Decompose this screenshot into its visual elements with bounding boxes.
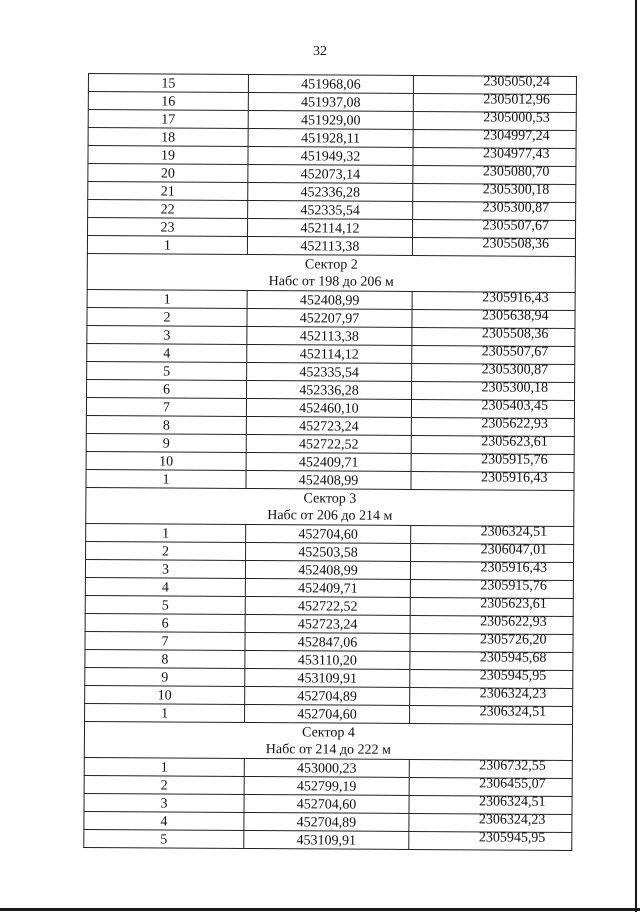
point-number-cell <box>88 110 248 129</box>
sector-header-cell <box>87 253 575 292</box>
point-number-text: 2 <box>162 544 170 560</box>
point-number-cell <box>88 200 248 219</box>
y-coordinate-text: 2306455,07 <box>479 776 546 792</box>
point-number-cell <box>87 236 247 255</box>
x-coordinate-cell <box>246 524 411 543</box>
point-number-text: 20 <box>160 166 175 182</box>
x-coordinate-text: 452408,99 <box>299 293 360 309</box>
y-coordinate-text: 2305915,76 <box>480 578 547 594</box>
y-coordinate-text: 2306324,51 <box>480 524 548 540</box>
x-coordinate-text: 452704,89 <box>296 815 357 831</box>
point-number-cell <box>84 757 244 776</box>
y-coordinate-text: 2305945,68 <box>479 650 547 666</box>
sector-title: Сектор 3 <box>303 491 357 507</box>
x-coordinate-cell <box>248 128 413 147</box>
y-coordinate-text: 2306324,23 <box>479 686 547 702</box>
x-coordinate-text: 451968,06 <box>301 77 361 93</box>
point-number-text: 6 <box>161 616 169 632</box>
x-coordinate-text: 452723,24 <box>299 419 359 435</box>
x-coordinate-text: 451937,08 <box>301 95 361 111</box>
x-coordinate-text: 452113,38 <box>299 329 359 345</box>
point-number-text: 1 <box>160 760 168 776</box>
y-coordinate-text: 2305945,95 <box>479 668 547 684</box>
y-coordinate-text: 2306324,51 <box>479 704 547 720</box>
point-number-cell <box>86 451 246 470</box>
x-coordinate-text: 452114,12 <box>300 221 360 237</box>
x-coordinate-text: 452114,12 <box>299 347 359 363</box>
table-row <box>85 685 573 706</box>
scan-border-bottom <box>0 908 640 911</box>
y-coordinate-text: 2306732,55 <box>479 758 546 774</box>
point-number-cell <box>85 559 245 578</box>
point-number-cell <box>87 307 247 326</box>
point-number-text: 7 <box>161 634 169 650</box>
x-coordinate-text: 452722,52 <box>297 599 358 615</box>
y-coordinate-text: 2305945,95 <box>478 830 546 846</box>
point-number-text: 21 <box>160 184 175 200</box>
point-number-cell <box>86 397 246 416</box>
x-coordinate-cell <box>248 200 413 219</box>
x-coordinate-text: 451949,32 <box>300 149 361 165</box>
x-coordinate-text: 452408,99 <box>298 473 359 489</box>
y-coordinate-text: 2306047,01 <box>480 542 548 558</box>
y-coordinate-text: 2305507,67 <box>481 344 549 360</box>
x-coordinate-cell <box>247 290 412 309</box>
sector-title: Сектор 2 <box>304 257 358 273</box>
table-row <box>88 182 576 203</box>
y-coordinate-text: 2305622,93 <box>481 416 548 432</box>
point-number-text: 8 <box>161 652 169 668</box>
x-coordinate-cell <box>247 380 412 399</box>
x-coordinate-text: 453109,91 <box>297 671 358 687</box>
point-number-cell <box>86 433 246 452</box>
point-number-text: 1 <box>162 472 170 488</box>
x-coordinate-cell <box>245 578 410 597</box>
point-number-text: 18 <box>161 130 176 146</box>
point-number-cell <box>88 218 248 237</box>
point-number-text: 8 <box>162 418 170 434</box>
x-coordinate-cell <box>248 146 413 165</box>
table-row <box>88 200 576 221</box>
x-coordinate-cell <box>245 650 410 669</box>
x-coordinate-cell <box>245 632 410 651</box>
point-number-cell <box>85 631 245 650</box>
point-number-text: 4 <box>161 580 169 596</box>
point-number-text: 22 <box>160 202 175 218</box>
y-coordinate-text: 2306324,51 <box>479 794 546 810</box>
table-row <box>88 164 576 185</box>
x-coordinate-cell <box>245 596 410 615</box>
point-number-text: 23 <box>160 220 175 236</box>
x-coordinate-text: 452408,99 <box>298 563 358 579</box>
x-coordinate-cell <box>247 362 412 381</box>
y-coordinate-text: 2305300,87 <box>482 200 550 216</box>
point-number-text: 16 <box>161 94 176 110</box>
point-number-cell <box>88 164 248 183</box>
y-coordinate-text: 2305726,20 <box>479 632 547 648</box>
x-coordinate-cell <box>247 308 412 327</box>
x-coordinate-text: 452704,60 <box>297 707 357 723</box>
point-number-cell <box>87 379 247 398</box>
x-coordinate-text: 452723,24 <box>297 617 358 633</box>
y-coordinate-text: 2305080,70 <box>482 164 550 180</box>
table-row <box>88 128 576 149</box>
table-row <box>84 829 572 850</box>
x-coordinate-cell <box>248 182 413 201</box>
point-number-cell <box>88 128 248 147</box>
x-coordinate-cell <box>245 668 410 687</box>
x-coordinate-text: 453109,91 <box>296 833 357 849</box>
x-coordinate-text: 452409,71 <box>298 581 358 597</box>
point-number-cell <box>85 577 245 596</box>
point-number-text: 9 <box>162 436 170 452</box>
x-coordinate-cell <box>245 560 410 579</box>
x-coordinate-cell <box>246 416 411 435</box>
y-coordinate-cell <box>409 831 572 850</box>
point-number-text: 4 <box>160 814 168 830</box>
x-coordinate-cell <box>248 164 413 183</box>
y-coordinate-cell <box>412 237 575 256</box>
table-row <box>88 146 576 167</box>
x-coordinate-text: 452207,97 <box>299 311 360 327</box>
sector-elevation-range: Набс от 198 до 206 м <box>268 274 394 290</box>
x-coordinate-cell <box>247 326 412 345</box>
y-coordinate-cell <box>411 471 574 490</box>
sector-header-cell <box>86 487 574 526</box>
y-coordinate-text: 2305300,18 <box>481 380 549 396</box>
point-number-text: 4 <box>163 346 171 362</box>
point-number-cell <box>85 613 245 632</box>
y-coordinate-text: 2305508,36 <box>482 236 550 252</box>
point-number-cell <box>87 343 247 362</box>
point-number-text: 10 <box>157 688 172 704</box>
point-number-text: 5 <box>163 364 171 380</box>
point-number-text: 17 <box>161 112 176 128</box>
x-coordinate-text: 452847,06 <box>297 635 358 651</box>
y-coordinate-cell <box>410 705 573 724</box>
x-coordinate-cell <box>248 110 413 129</box>
x-coordinate-text: 452073,14 <box>300 167 361 183</box>
x-coordinate-text: 452335,54 <box>299 365 359 381</box>
y-coordinate-text: 2305916,43 <box>482 290 549 306</box>
x-coordinate-text: 452704,89 <box>297 689 357 705</box>
x-coordinate-cell <box>247 236 412 255</box>
y-coordinate-text: 2305916,43 <box>480 470 548 486</box>
x-coordinate-cell <box>246 470 411 489</box>
x-coordinate-cell <box>245 686 410 705</box>
y-coordinate-text: 2305623,61 <box>480 596 547 612</box>
point-number-text: 3 <box>160 796 168 812</box>
point-number-text: 6 <box>163 382 171 398</box>
sector-elevation-range: Набс от 206 до 214 м <box>267 508 393 524</box>
x-coordinate-text: 452113,38 <box>300 239 360 255</box>
x-coordinate-cell <box>245 614 410 633</box>
point-number-cell <box>86 541 246 560</box>
point-number-text: 10 <box>159 454 174 470</box>
sector-header-row <box>87 253 575 292</box>
point-number-text: 2 <box>163 310 171 326</box>
page-number: 32 <box>313 44 327 59</box>
sector-header-cell <box>84 721 572 760</box>
scan-border-right <box>635 0 637 912</box>
x-coordinate-cell <box>247 344 412 363</box>
point-number-text: 7 <box>162 400 171 416</box>
x-coordinate-cell <box>244 776 409 795</box>
y-coordinate-text: 2305916,43 <box>480 560 548 576</box>
x-coordinate-cell <box>248 92 413 111</box>
y-coordinate-text: 2305012,96 <box>483 92 550 108</box>
y-coordinate-text: 2305300,87 <box>481 362 549 378</box>
x-coordinate-text: 451929,00 <box>300 113 361 129</box>
point-number-cell <box>84 829 244 848</box>
sector-elevation-range: Набс от 214 до 222 м <box>265 742 391 758</box>
point-number-cell <box>85 595 245 614</box>
x-coordinate-cell <box>246 542 411 561</box>
x-coordinate-cell <box>244 812 409 831</box>
point-number-cell <box>88 182 248 201</box>
x-coordinate-text: 452336,28 <box>300 185 361 201</box>
x-coordinate-cell <box>248 218 413 237</box>
y-coordinate-text: 2304977,43 <box>482 146 550 162</box>
x-coordinate-text: 452336,28 <box>299 383 359 399</box>
y-coordinate-text: 2305300,18 <box>482 182 550 198</box>
point-number-text: 1 <box>161 706 169 722</box>
x-coordinate-cell <box>246 398 411 417</box>
x-coordinate-text: 452799,19 <box>296 779 357 795</box>
point-number-text: 19 <box>160 148 176 164</box>
x-coordinate-text: 452460,10 <box>299 401 359 417</box>
x-coordinate-cell <box>245 704 410 723</box>
table-row <box>88 218 576 239</box>
point-number-text: 1 <box>163 238 171 254</box>
x-coordinate-cell <box>246 452 411 471</box>
x-coordinate-text: 452722,52 <box>298 437 359 453</box>
x-coordinate-text: 453000,23 <box>296 761 357 777</box>
point-number-cell <box>86 523 246 542</box>
point-number-text: 15 <box>161 76 176 92</box>
table-row <box>88 92 576 113</box>
point-number-cell <box>84 775 244 794</box>
y-coordinate-text: 2306324,23 <box>478 812 546 828</box>
point-number-text: 9 <box>161 670 169 686</box>
point-number-cell <box>85 685 245 704</box>
point-number-cell <box>87 289 247 308</box>
point-number-cell <box>87 325 247 344</box>
point-number-cell <box>85 703 245 722</box>
point-number-cell <box>84 793 244 812</box>
point-number-text: 1 <box>163 292 171 308</box>
x-coordinate-text: 452409,71 <box>298 455 359 471</box>
sector-header-row <box>86 487 574 526</box>
y-coordinate-text: 2305050,24 <box>483 74 550 90</box>
point-number-cell <box>88 74 248 93</box>
y-coordinate-text: 2305915,76 <box>481 452 548 468</box>
x-coordinate-cell <box>246 434 411 453</box>
point-number-text: 2 <box>160 778 168 794</box>
sector-header-row <box>84 721 572 760</box>
y-coordinate-text: 2305623,61 <box>481 434 548 450</box>
point-number-cell <box>87 361 247 380</box>
y-coordinate-text: 2305000,53 <box>483 110 550 126</box>
point-number-text: 5 <box>161 598 169 614</box>
x-coordinate-cell <box>248 74 413 93</box>
point-number-text: 3 <box>161 562 170 578</box>
x-coordinate-cell <box>244 794 409 813</box>
point-number-cell <box>86 469 246 488</box>
coordinates-table-body <box>84 74 577 851</box>
sector-title: Сектор 4 <box>302 725 355 741</box>
point-number-cell <box>85 649 245 668</box>
x-coordinate-text: 451928,11 <box>301 131 361 147</box>
x-coordinate-text: 453110,20 <box>297 653 357 669</box>
coordinates-table <box>83 73 577 851</box>
point-number-text: 1 <box>162 526 170 542</box>
point-number-cell <box>86 415 246 434</box>
x-coordinate-text: 452704,60 <box>296 797 357 813</box>
x-coordinate-cell <box>244 758 409 777</box>
point-number-cell <box>84 811 244 830</box>
x-coordinate-text: 452704,60 <box>298 527 358 543</box>
y-coordinate-text: 2305622,93 <box>480 614 547 630</box>
y-coordinate-text: 2304997,24 <box>483 128 550 144</box>
table-row <box>86 451 574 472</box>
y-coordinate-text: 2305507,67 <box>482 218 550 234</box>
x-coordinate-text: 452503,58 <box>298 545 358 561</box>
y-coordinate-text: 2305403,45 <box>481 398 549 414</box>
point-number-text: 3 <box>163 328 171 344</box>
table-row <box>88 110 576 131</box>
point-number-cell <box>85 667 245 686</box>
y-coordinate-text: 2305508,36 <box>481 326 549 342</box>
point-number-text: 5 <box>160 832 168 848</box>
x-coordinate-cell <box>244 830 409 849</box>
table-row <box>88 74 576 95</box>
x-coordinate-text: 452335,54 <box>300 203 360 219</box>
y-coordinate-text: 2305638,94 <box>481 308 549 324</box>
point-number-cell <box>88 92 248 111</box>
point-number-cell <box>88 146 248 165</box>
